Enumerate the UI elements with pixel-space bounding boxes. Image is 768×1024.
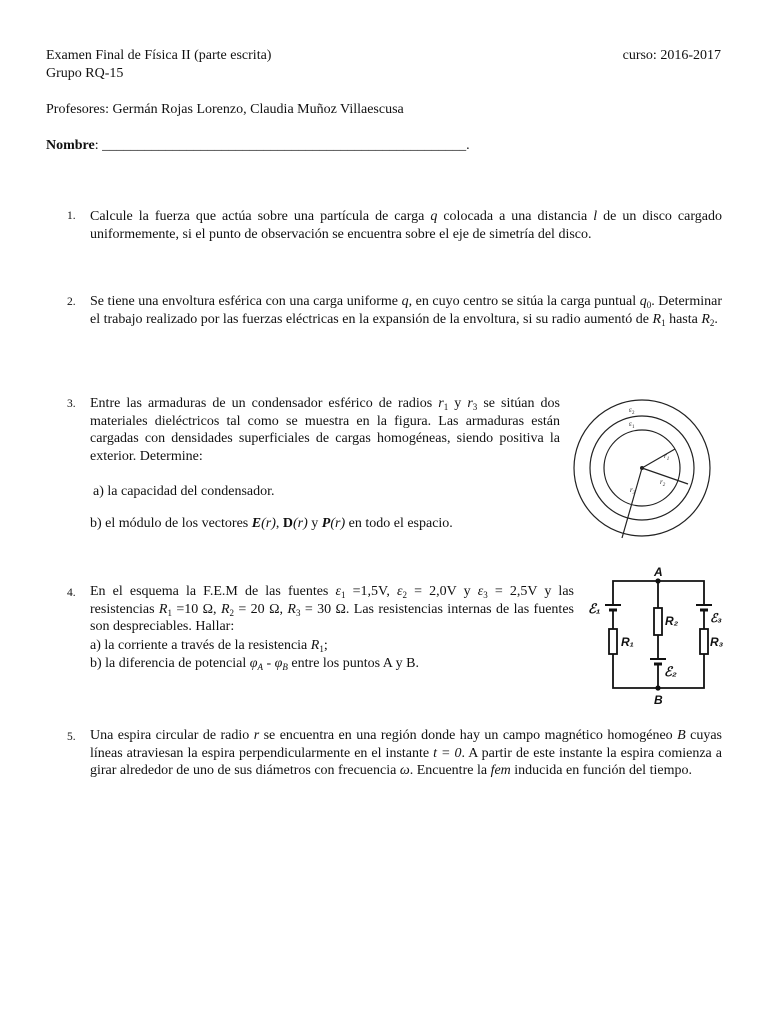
q1-number: 1.: [67, 210, 76, 222]
circuit-figure: [584, 563, 732, 708]
q1-text: Calcule la fuerza que actúa sobre una partícula de carga q colocada a una distancia l de un disco cargado uniformemente, si el punto de observación se encuentra sobre el eje de simetría del disco.: [90, 209, 722, 242]
name-blank: : ____________________________________________________.: [94, 138, 470, 153]
e2-label: ℰ₂: [664, 664, 677, 679]
r2-label: R₂: [665, 614, 679, 628]
q5-text: Una espira circular de radio r se encuentra en una región donde hay un campo magnético homogéneo B cuyas líneas atraviesan la espira perpendicularmente en el instante t = 0. A partir de este instante la espira comienza a girar alrededor de uno de sus diámetros con frecuencia ω. Encuentre la fem inducida en función del tiempo.: [90, 728, 722, 778]
eps1-label: $\varepsilon_1$: [629, 420, 635, 430]
q3-text: Entre las armaduras de un condensador esférico de radios $r_1$ y $r_3$ se sitúan dos materiales dieléctricos tal como se muestra en la figura. Las armaduras están cargadas con densidades superficiales de cargas homogéneas, siendo positiva la exterior. Determine:: [90, 396, 560, 464]
r2-resistor: [654, 608, 662, 635]
q3-part-a: a) la capacidad del condensador.: [93, 484, 275, 499]
r1-label: $r_1$: [664, 452, 670, 462]
e3-label: ℰ₃: [710, 611, 722, 625]
node-b-dot: [655, 685, 660, 690]
r1-label: R₁: [621, 635, 634, 649]
node-a-label: A: [654, 565, 663, 579]
e1-label: ℰ₁: [588, 601, 601, 616]
r3-resistor: [700, 629, 708, 654]
r3-label: R₃: [710, 635, 724, 649]
radius-line-r3: [622, 468, 642, 538]
node-a-dot: [655, 578, 660, 583]
q4-part-b: b) la diferencia de potencial $\varphi_A - \varphi_B$ entre los puntos A y B.: [90, 656, 419, 672]
q2-number: 2.: [67, 296, 76, 308]
eps2-label: $\varepsilon_2$: [629, 406, 635, 416]
capacitor-figure: [570, 398, 726, 540]
q4-number: 4.: [67, 587, 76, 599]
r1-resistor: [609, 629, 617, 654]
name-line: [46, 137, 470, 155]
name-label: Nombre: [46, 138, 95, 153]
node-b-label: B: [654, 693, 663, 707]
radius-line-r2: [642, 468, 688, 484]
exam-title: Examen Final de Física II (parte escrita): [46, 48, 272, 63]
radius-line-r1: [642, 449, 675, 468]
q4-text: En el esquema la F.E.M de las fuentes $\varepsilon_1 =1,5V$, $\varepsilon_2 = 2,0V$ y $\varepsilon_3 = 2,5V$ y las resistencias $R_1 =10$ Ω, $R_2 = 20$ Ω, $R_3 = 30$ Ω. Las resistencias internas de las fuentes son despreciables. Hallar:: [90, 584, 574, 634]
q5-number: 5.: [67, 731, 76, 743]
q4-part-a: a) la corriente a través de la resistencia $R_1$;: [90, 638, 328, 654]
r3-label: $r_3$: [630, 486, 636, 496]
r2-label: $r_2$: [660, 478, 666, 488]
q3-part-b: b) el módulo de los vectores E(r), D(r) y P(r) en todo el espacio.: [90, 516, 453, 531]
q2-text: Se tiene una envoltura esférica con una carga uniforme q, en cuyo centro se sitúa la carga puntual $q_0$. Determinar el trabajo realizado por las fuerzas eléctricas en la expansión de la envoltura, si su radio aumentó de $R_1$ hasta $R_2$.: [90, 294, 722, 328]
group-label: Grupo RQ-15: [46, 66, 124, 81]
q3-number: 3.: [67, 398, 76, 410]
professors-line: Profesores: Germán Rojas Lorenzo, Claudia Muñoz Villaescusa: [46, 102, 404, 117]
course-year: curso: 2016-2017: [622, 48, 721, 63]
